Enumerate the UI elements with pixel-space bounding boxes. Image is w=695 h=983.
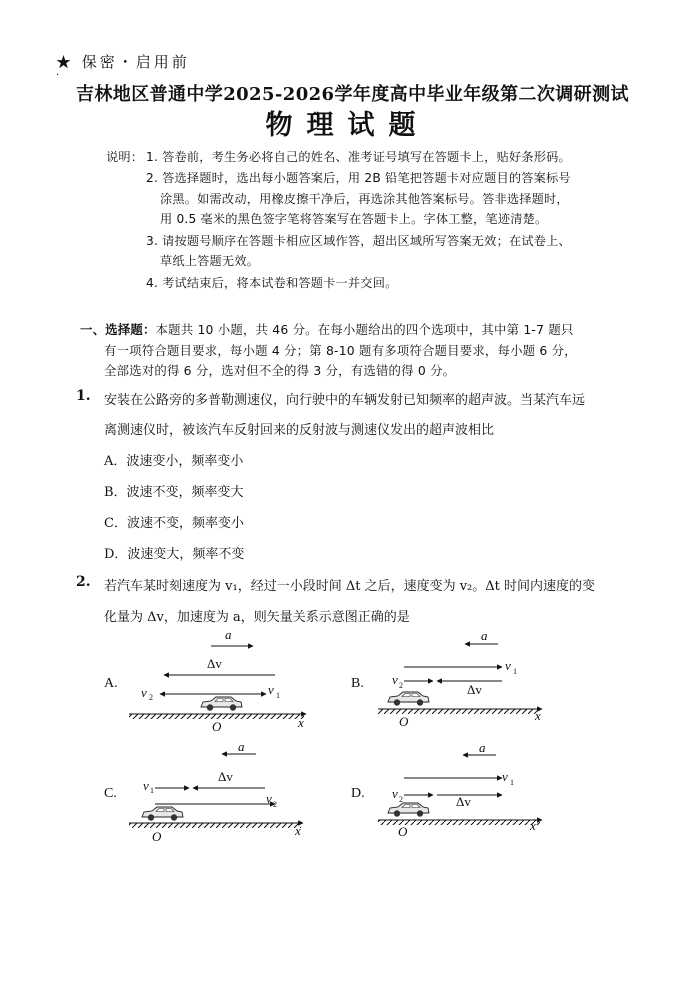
question-number: 1.	[76, 388, 91, 404]
label-origin: O	[152, 829, 162, 844]
label-axis: x	[535, 708, 541, 723]
question-number: 2.	[76, 574, 91, 590]
header-dot: ·	[56, 70, 60, 81]
instruction-line: 2. 答选择题时，选出每小题答案后，用 2B 铅笔把答题卡对应题目的答案标号	[146, 171, 571, 185]
diagram-b	[378, 644, 542, 714]
answer-option: B．波速不变，频率变大	[104, 485, 244, 500]
car-icon	[388, 803, 429, 817]
instruction-line: 用 0.5 毫米的黑色签字笔将答案写在答题卡上。字体工整，笔迹清楚。	[160, 212, 548, 226]
car-icon	[201, 697, 242, 711]
instructions-label: 说明：	[106, 150, 144, 164]
label-axis: x	[298, 715, 304, 730]
answer-option: D．波速变大，频率不变	[104, 547, 245, 562]
question-stem: 安装在公路旁的多普勒测速仪，向行驶中的车辆发射已知频率的超声波。当某汽车远	[104, 393, 586, 408]
section-description: 本题共 10 小题，共 46 分。在每小题给出的四个选项中，其中第 1-7 题只	[155, 322, 574, 337]
label-origin: O	[398, 824, 408, 839]
label-a: a	[225, 627, 232, 642]
subject-title: 物理试题	[265, 110, 430, 141]
label-v2: v	[266, 791, 272, 806]
label-v1: v	[505, 658, 511, 673]
car-icon	[388, 692, 429, 706]
answer-option: A．波速变小，频率变小	[104, 454, 244, 469]
label-sub: 1	[510, 778, 514, 787]
instruction-line: 3. 请按题号顺序在答题卡相应区域作答，超出区域所写答案无效；在试卷上、	[146, 234, 571, 248]
label-axis: x	[295, 823, 301, 838]
question-stem: 若汽车某时刻速度为 v₁，经过一小段时间 Δt 之后，速度变为 v₂。Δt 时间内速度的变	[104, 579, 595, 594]
label-a: a	[238, 739, 245, 754]
label-origin: O	[212, 719, 222, 734]
label-sub: 1	[276, 691, 280, 700]
question-stem: 离测速仪时，被该汽车反射回来的反射波与测速仪发出的超声波相比	[104, 423, 495, 438]
label-v1: v	[268, 682, 274, 697]
label-axis: x	[530, 818, 536, 833]
label-origin: O	[399, 714, 409, 729]
label-sub: 1	[150, 786, 154, 795]
label-v2: v	[141, 685, 147, 700]
label-sub: 2	[399, 681, 403, 690]
instruction-line: 草纸上答题无效。	[160, 254, 260, 268]
label-v2: v	[392, 786, 398, 801]
answer-option: C．波速不变，频率变小	[104, 516, 244, 531]
option-label-a: A.	[104, 676, 118, 691]
label-dv: Δv	[218, 769, 233, 784]
instruction-line: 涂黑。如需改动，用橡皮擦干净后，再选涂其他答案标号。答非选择题时，	[160, 192, 569, 206]
exam-title: 吉林地区普通中学2025-2026学年度高中毕业年级第二次调研测试	[76, 84, 629, 105]
confidential-mark: ★ 保密・启用前	[56, 53, 190, 71]
label-v2: v	[392, 672, 398, 687]
question-stem: 化量为 Δv，加速度为 a，则矢量关系示意图正确的是	[104, 610, 410, 625]
label-v1: v	[143, 778, 149, 793]
option-label-c: C.	[104, 786, 117, 801]
section-heading-label: 一、选择题：	[80, 322, 156, 337]
label-dv: Δv	[207, 656, 222, 671]
instruction-line: 4. 考试结束后，将本试卷和答题卡一并交回。	[146, 276, 398, 290]
option-label-d: D.	[351, 786, 365, 801]
label-v1: v	[502, 769, 508, 784]
instruction-line: 1. 答卷前，考生务必将自己的姓名、准考证号填写在答题卡上，贴好条形码。	[146, 150, 571, 164]
label-sub: 2	[273, 800, 277, 809]
label-dv: Δv	[467, 682, 482, 697]
diagram-d	[378, 755, 542, 825]
car-icon	[142, 807, 183, 821]
label-dv: Δv	[456, 794, 471, 809]
section-description: 全部选对的得 6 分，选对但不全的得 3 分，有选错的得 0 分。	[104, 363, 456, 378]
option-label-b: B.	[351, 676, 364, 691]
section-description: 有一项符合题目要求，每小题 4 分；第 8-10 题有多项符合题目要求，每小题 6 分，	[104, 343, 577, 358]
label-sub: 1	[513, 667, 517, 676]
label-a: a	[479, 740, 486, 755]
label-sub: 2	[149, 693, 153, 702]
label-sub: 2	[399, 795, 403, 804]
label-a: a	[481, 628, 488, 643]
